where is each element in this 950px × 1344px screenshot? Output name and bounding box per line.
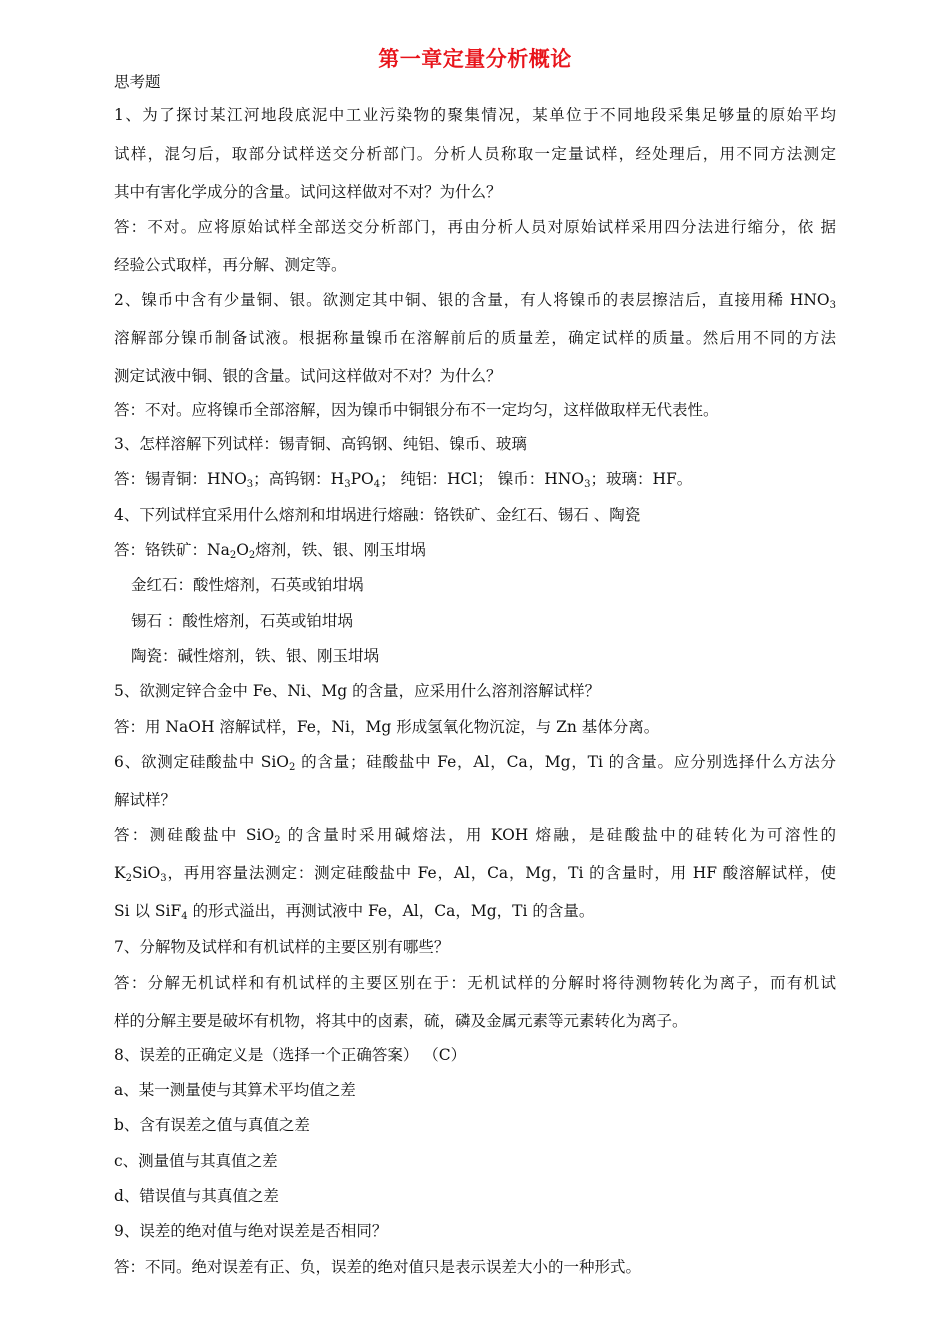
q3-answer-sub-2: 3 — [344, 479, 351, 490]
q6-answer-2-part-1: K — [114, 864, 126, 882]
q3-answer-part-3: PO — [350, 470, 374, 488]
q9-line-1: 9、误差的绝对值与绝对误差是否相同？ — [114, 1222, 388, 1240]
q4-line-1: 4、下列试样宜采用什么熔剂和坩埚进行熔融：铬铁矿、金红石、锡石 、陶瓷 — [114, 506, 641, 524]
q2-line-3: 测定试液中铜、银的含量。试问这样做对不对？为什么？ — [114, 367, 502, 385]
q1-answer-line-1: 答：不对。应将原始试样全部送交分析部门，再由分析人员对原始试样采用四分法进行缩分，依 据 — [114, 218, 836, 236]
q7-line-1: 7、分解物及试样和有机试样的主要区别有哪些？ — [114, 938, 450, 956]
q1-answer-line-2: 经验公式取样，再分解、测定等。 — [114, 256, 347, 274]
q6-answer-1-part-2: 的含量时采用碱熔法，用 KOH 熔融，是硅酸盐中的硅转化为可溶性的 — [280, 826, 836, 844]
q6-line-1-sub: 2 — [289, 762, 296, 773]
q3-answer-sub-4: 3 — [584, 479, 591, 490]
q2-line-1 — [114, 289, 836, 311]
q6-answer-3-part-2: 的形式溢出，再测试液中 Fe，Al，Ca，Mg，Ti 的含量。 — [187, 902, 595, 920]
q7-answer-line-1: 答：分解无机试样和有机试样的主要区别在于：无机试样的分解时将待测物转化为离子，而有机试 — [114, 974, 836, 992]
q6-line-1 — [114, 751, 836, 773]
q6-answer-1-part-1: 答：测硅酸盐中 SiO — [114, 826, 275, 844]
q8-option-a: a、某一测量使与其算术平均值之差 — [114, 1081, 356, 1099]
page-title: 第一章定量分析概论 — [378, 46, 572, 71]
q5-answer: 答：用 NaOH 溶解试样，Fe，Ni，Mg 形成氢氧化物沉淀，与 Zn 基体分离。 — [114, 718, 660, 736]
section-heading: 思考题 — [114, 73, 161, 91]
q3-answer-sub-3: 4 — [373, 479, 381, 490]
q8-line-1: 8、误差的正确定义是（选择一个正确答案） （C） — [114, 1046, 467, 1064]
q3-answer — [114, 468, 692, 490]
q6-answer-line-1 — [114, 824, 836, 846]
q6-answer-2-sub-2: 3 — [160, 873, 167, 884]
q3-answer-part-2: ；高钨钢：H — [253, 470, 345, 488]
q8-option-b: b、含有误差之值与真值之差 — [114, 1116, 310, 1134]
q6-line-1-part-2: 的含量；硅酸盐中 Fe，Al，Ca，Mg，Ti 的含量。应分别选择什么方法分 — [295, 753, 836, 771]
q3-answer-sub-1: 3 — [246, 479, 254, 490]
q3-line-1: 3、怎样溶解下列试样：锡青铜、高钨钢、纯铝、镍币、玻璃 — [114, 435, 527, 453]
q8-option-d: d、错误值与其真值之差 — [114, 1187, 279, 1205]
q6-answer-1-sub: 2 — [274, 835, 281, 846]
q4-answer-sub-2: 2 — [248, 550, 256, 561]
q1-line-3: 其中有害化学成分的含量。试问这样做对不对？为什么？ — [114, 183, 502, 201]
q7-answer-line-2: 样的分解主要是破坏有机物，将其中的卤素，硫，磷及金属元素等元素转化为离子。 — [114, 1012, 688, 1030]
q4-answer-part-3: 熔剂，铁、银、刚玉坩埚 — [255, 541, 426, 559]
q4-answer-part-2: O — [236, 541, 249, 559]
q4-answer-line-1 — [114, 539, 426, 561]
q6-answer-3-part-1: Si 以 SiF — [114, 902, 182, 920]
q2-line-1-text: 2、镍币中含有少量铜、银。欲测定其中铜、银的含量，有人将镍币的表层擦洁后，直接用稀 HNO — [114, 291, 830, 309]
q3-answer-part-1: 答：锡青铜：HNO — [114, 470, 247, 488]
q4-answer-sub-1: 2 — [229, 550, 237, 561]
q6-line-2: 解试样？ — [114, 791, 177, 809]
q4-answer-line-3: 锡石 ：酸性熔剂，石英或铂坩埚 — [131, 612, 353, 630]
q6-answer-3-sub: 4 — [181, 911, 188, 922]
q6-answer-2-part-3: ，再用容量法测定：测定硅酸盐中 Fe，Al，Ca，Mg，Ti 的含量时，用 HF 酸溶解试样，使 — [166, 864, 836, 882]
q6-answer-line-3 — [114, 900, 594, 922]
q9-answer: 答：不同。绝对误差有正、负，误差的绝对值只是表示误差大小的一种形式。 — [114, 1258, 642, 1276]
q5-line-1: 5、欲测定锌合金中 Fe、Ni、Mg 的含量，应采用什么溶剂溶解试样？ — [114, 682, 601, 700]
q2-line-2: 溶解部分镍币制备试液。根据称量镍币在溶解前后的质量差，确定试样的质量。然后用不同的方法 — [114, 329, 836, 347]
q4-answer-line-4: 陶瓷：碱性熔剂，铁、银、刚玉坩埚 — [131, 647, 380, 665]
q6-answer-line-2 — [114, 862, 836, 884]
q2-answer: 答：不对。应将镍币全部溶解，因为镍币中铜银分布不一定均匀，这样做取样无代表性。 — [114, 401, 719, 419]
q3-answer-part-5: ；玻璃：HF。 — [590, 470, 693, 488]
q1-line-1: 1、为了探讨某江河地段底泥中工业污染物的聚集情况，某单位于不同地段采集足够量的原始平均 — [114, 106, 836, 124]
q1-line-2: 试样，混匀后，取部分试样送交分析部门。分析人员称取一定量试样，经处理后，用不同方法测定 — [114, 145, 836, 163]
q8-option-c: c、测量值与其真值之差 — [114, 1152, 278, 1170]
q4-answer-part-1: 答：铬铁矿：Na — [114, 541, 230, 559]
q6-line-1-part-1: 6、欲测定硅酸盐中 SiO — [114, 753, 290, 771]
q6-answer-2-sub-1: 2 — [125, 873, 132, 884]
q4-answer-line-2: 金红石：酸性熔剂，石英或铂坩埚 — [131, 576, 364, 594]
q2-line-1-subscript: 3 — [829, 300, 836, 311]
q3-answer-part-4: ； 纯铝：HCl； 镍币：HNO — [380, 470, 585, 488]
q6-answer-2-part-2: SiO — [131, 864, 161, 882]
